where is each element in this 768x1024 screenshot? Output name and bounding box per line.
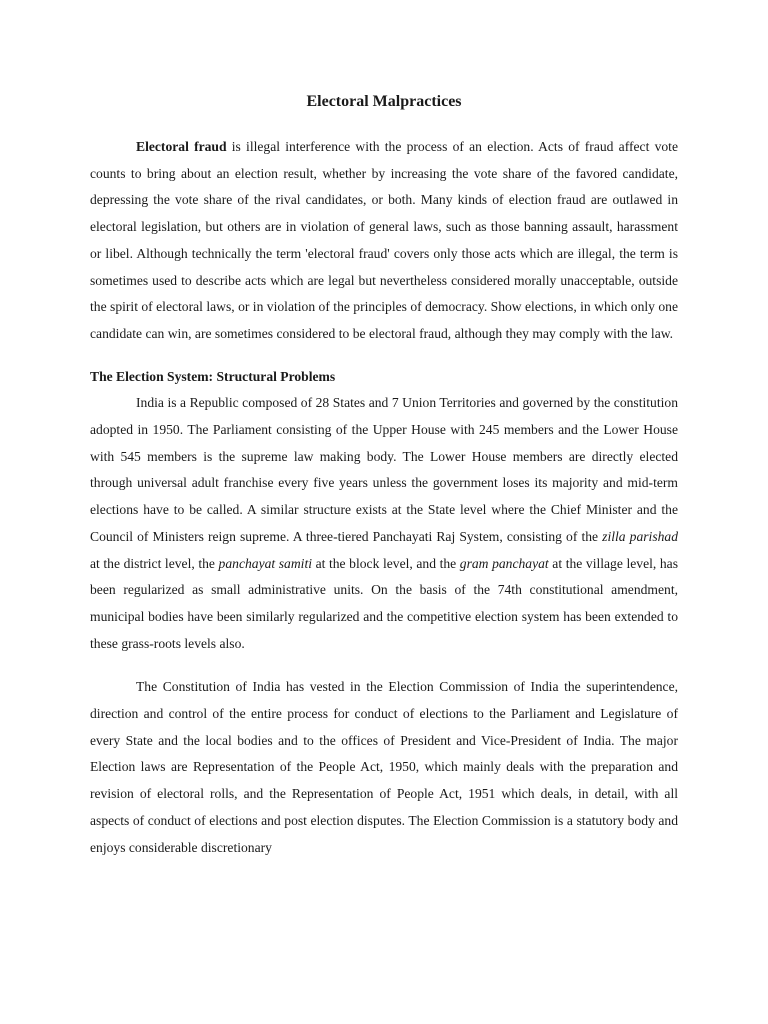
italic-term: zilla parishad [602, 528, 678, 544]
paragraph-text: at the district level, the [90, 555, 219, 571]
document-title: Electoral Malpractices [306, 93, 462, 110]
paragraph-election-system [90, 390, 678, 657]
section-heading: The Election System: Structural Problems [90, 368, 336, 384]
paragraph-electoral-fraud [90, 134, 678, 348]
italic-term: panchayat samiti [218, 555, 312, 571]
document-page [90, 92, 678, 861]
paragraph-election-commission: The Constitution of India has vested in the Election Commission of India the superintendence, direction and control of the entire process for conduct of elections to the Parliament and Legislature of every State and the local bodies and to the offices of President and Vice-President of India. The major Election laws are Representation of the People Act, 1950, which mainly deals with the preparation and revision of electoral rolls, and the Representation of People Act, 1951 which deals, in detail, with all aspects of conduct of elections and post election disputes. The Election Commission is a statutory body and enjoys considerable discretionary [90, 679, 678, 855]
bold-term: Electoral fraud [136, 139, 227, 154]
paragraph-text: at the block level, and the [312, 555, 460, 571]
italic-term: gram panchayat [459, 555, 549, 571]
paragraph-text: is illegal interference with the process of an election. Acts of fraud affect vote counts to bring about an election result, whether by increasing the vote share of the favored candidate, depressing the vote share of the rival candidates, or both. Many kinds of election fraud are outlawed in electoral legislation, but others are in violation of general laws, such as those banning assault, harassment or libel. Although technically the term 'electoral fraud' covers only those acts which are illegal, the term is sometimes used to describe acts which are legal but nevertheless considered morally unacceptable, outside the spirit of electoral laws, or in violation of the principles of democracy. Show elections, in which only one candidate can win, are sometimes considered to be electoral fraud, although they may comply with the law. [90, 139, 678, 341]
paragraph-text: India is a Republic composed of 28 States and 7 Union Territories and governed by the constitution adopted in 1950. The Parliament consisting of the Upper House with 245 members and the Lower House with 545 members is the supreme law making body. The Lower House members are directly elected through universal adult franchise every five years unless the government loses its majority and mid-term elections have to be called. A similar structure exists at the State level where the Chief Minister and the Council of Ministers reign supreme. A three-tiered Panchayati Raj System, consisting of the [90, 395, 678, 544]
paragraph-text: at the village level, has been regularized as small administrative units. On the basis of the 74th constitutional amendment, municipal bodies have been similarly regularized and the competitive election system has been extended to these grass-roots levels also. [90, 555, 679, 651]
